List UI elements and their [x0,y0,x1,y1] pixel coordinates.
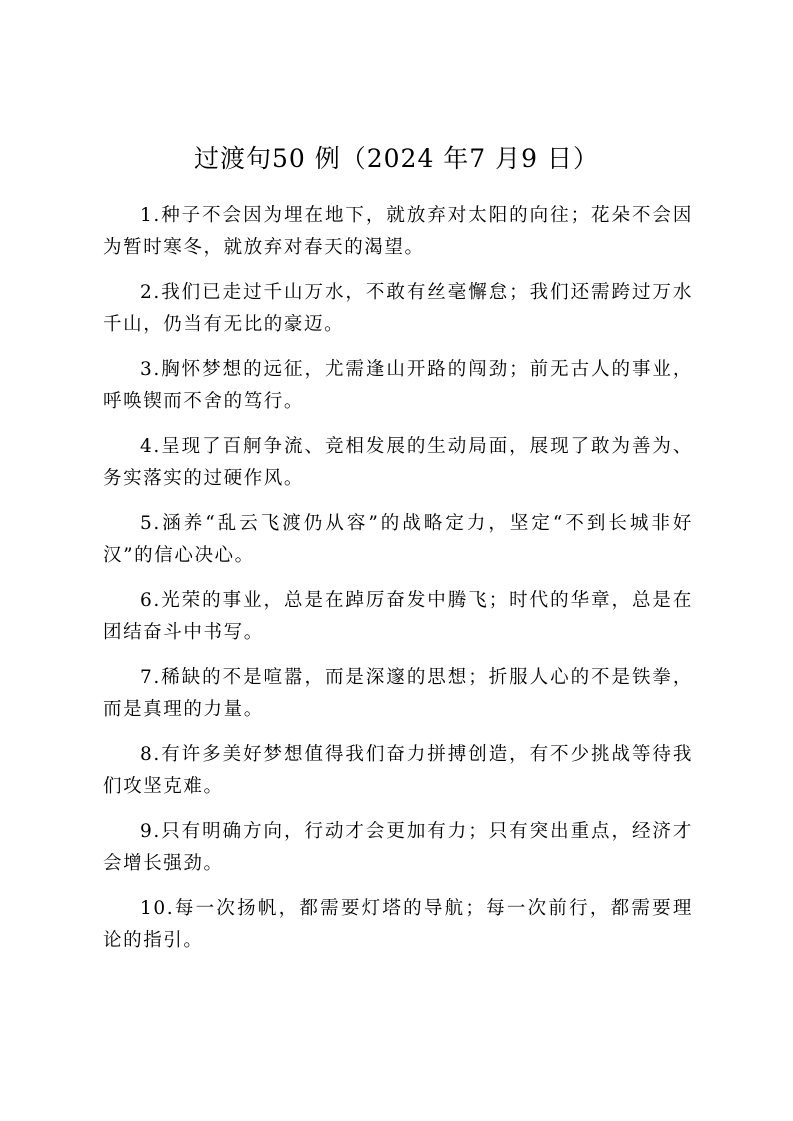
list-item: 10.每一次扬帆，都需要灯塔的导航；每一次前行，都需要理论的指引。 [103,898,693,951]
list-item: 2.我们已走过千山万水，不敢有丝毫懈怠；我们还需跨过万水千山，仍当有无比的豪迈。 [103,282,693,335]
list-item: 5.涵养“乱云飞渡仍从容”的战略定力，坚定“不到长城非好汉”的信心决心。 [103,513,693,566]
list-item: 3.胸怀梦想的远征，尤需逢山开路的闯劲；前无古人的事业，呼唤锲而不舍的笃行。 [103,359,693,412]
list-item: 8.有许多美好梦想值得我们奋力拼搏创造，有不少挑战等待我们攻坚克难。 [103,744,693,797]
list-item: 1.种子不会因为埋在地下，就放弃对太阳的向往；花朵不会因为暂时寒冬，就放弃对春天的渴望。 [103,205,693,258]
sentence-list [103,200,693,970]
list-item: 7.稀缺的不是喧嚣，而是深邃的思想；折服人心的不是铁拳，而是真理的力量。 [103,667,693,720]
list-item: 6.光荣的事业，总是在踔厉奋发中腾飞；时代的华章，总是在团结奋斗中书写。 [103,590,693,643]
document-title: 过渡句50 例（2024 年7 月9 日） [193,144,600,173]
list-item: 9.只有明确方向，行动才会更加有力；只有突出重点，经济才会增长强劲。 [103,821,693,874]
list-item: 4.呈现了百舸争流、竞相发展的生动局面，展现了敢为善为、务实落实的过硬作风。 [103,436,693,489]
